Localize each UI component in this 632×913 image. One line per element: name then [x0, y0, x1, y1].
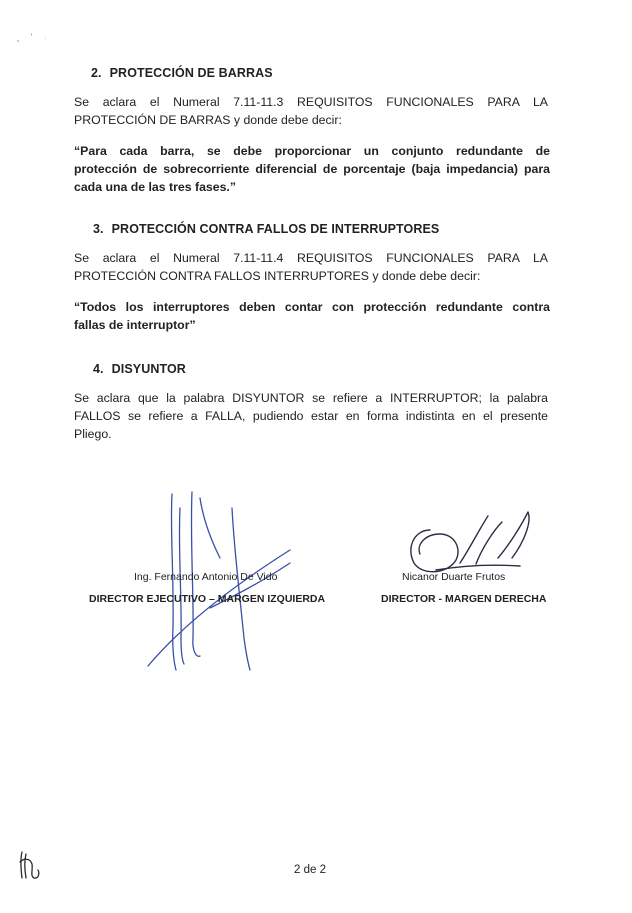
quote-line: cada una de las tres fases.” [74, 180, 236, 194]
section-body-3 [74, 249, 548, 285]
body-line: Se aclara el Numeral 7.11-11.4 REQUISITOS FUNCIONALES PARA LA [74, 251, 548, 265]
body-line: PROTECCIÓN DE BARRAS y donde debe decir: [74, 113, 342, 127]
quote-line: “Para cada barra, se debe proporcionar un conjunto redundante de [74, 144, 550, 158]
scan-speck [17, 40, 19, 42]
section-title: PROTECCIÓN DE BARRAS [109, 66, 273, 80]
body-line: PROTECCIÓN CONTRA FALLOS INTERRUPTORES y donde debe decir: [74, 269, 481, 283]
quote-line: “Todos los interruptores deben contar con protección redundante contra [74, 300, 550, 314]
left-signer-title: DIRECTOR EJECUTIVO – MARGEN IZQUIERDA [89, 593, 326, 605]
body-line: Se aclara el Numeral 7.11-11.3 REQUISITOS FUNCIONALES PARA LA [74, 95, 548, 109]
left-handwritten-signature [140, 488, 300, 678]
quote-line: protección de sobrecorriente diferencial de porcentaje (baja impedancia) para [74, 162, 550, 176]
right-signer-name: Nicanor Duarte Frutos [402, 571, 506, 583]
section-number: 2. [91, 66, 102, 80]
left-signer-name: Ing. Fernando Antonio De Vido [134, 571, 278, 583]
body-line: Se aclara que la palabra DISYUNTOR se refiere a INTERRUPTOR; la palabra [74, 391, 548, 405]
section-heading-4 [93, 362, 186, 376]
body-line: Pliego. [74, 427, 112, 441]
page-number: 2 de 2 [294, 864, 326, 876]
section-number: 4. [93, 362, 104, 376]
body-line: FALLOS se refiere a FALLA, pudiendo estar en forma indistinta en el presente [74, 409, 548, 423]
scan-speck [45, 38, 46, 39]
section-heading-3 [93, 222, 439, 236]
right-signer-title: DIRECTOR - MARGEN DERECHA [381, 593, 547, 605]
section-number: 3. [93, 222, 104, 236]
scan-speck [31, 33, 32, 36]
section-title: PROTECCIÓN CONTRA FALLOS DE INTERRUPTORES [111, 222, 440, 236]
quote-line: fallas de interruptor” [74, 318, 196, 332]
section-body-2 [74, 93, 548, 129]
section-heading-2 [91, 66, 273, 80]
section-title: DISYUNTOR [111, 362, 186, 376]
initials-mark [16, 848, 42, 882]
section-quote-2 [74, 142, 550, 196]
section-body-4 [74, 389, 548, 443]
section-quote-3 [74, 298, 550, 334]
